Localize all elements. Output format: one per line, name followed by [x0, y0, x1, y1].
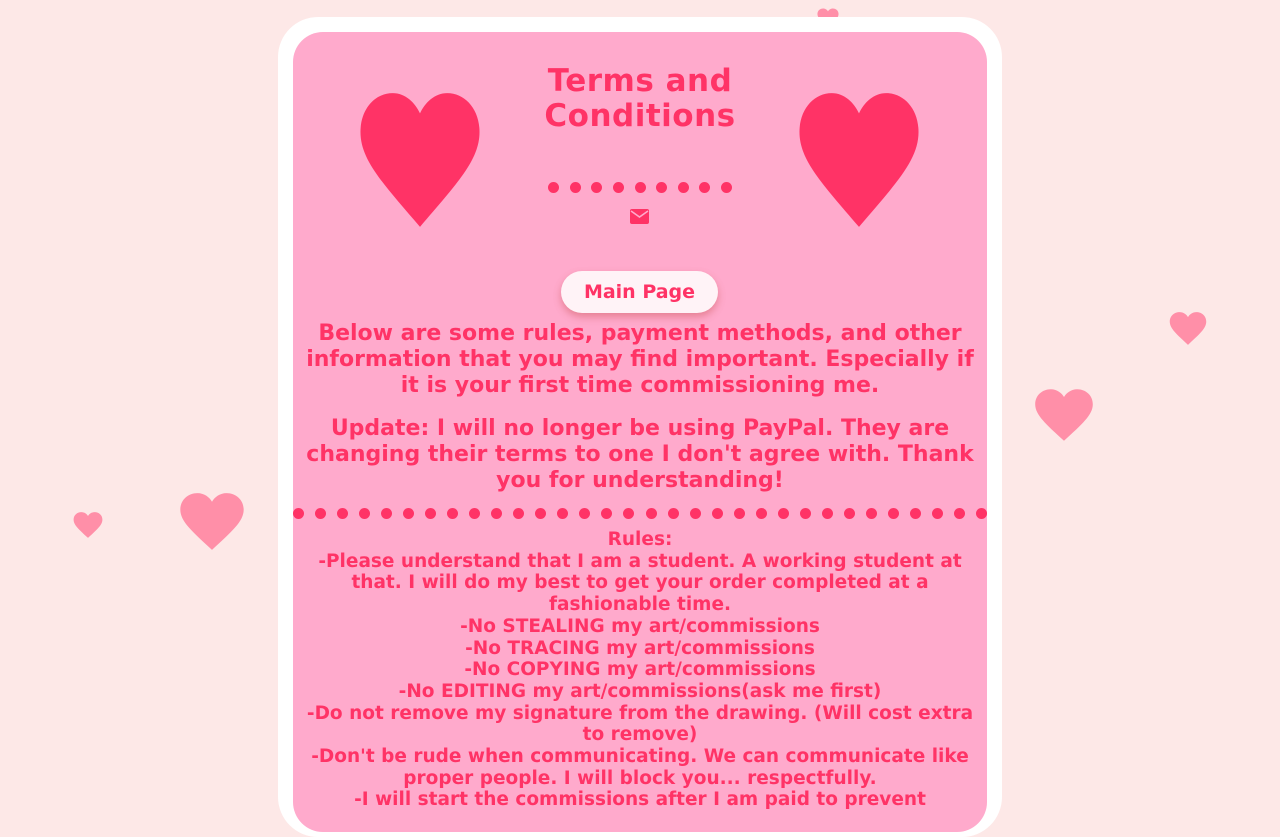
- rule-item: -Please understand that I am a student. A working student at that. I will do my best to get your order completed at a fashionable time.: [318, 550, 962, 616]
- divider-dot: [491, 508, 502, 519]
- section-dot-divider: [293, 508, 987, 519]
- divider-dot: [976, 508, 987, 519]
- divider-dot: [535, 508, 546, 519]
- divider-dot: [447, 508, 458, 519]
- update-notice: Update: I will no longer be using PayPal. They are changing their terms to one I don't agree with. Thank you for understanding!: [306, 416, 974, 493]
- divider-dot: [756, 508, 767, 519]
- rule-item: -No STEALING my art/commissions: [460, 615, 820, 637]
- divider-dot: [579, 508, 590, 519]
- floating-heart-icon: [1169, 311, 1207, 346]
- divider-dot: [381, 508, 392, 519]
- divider-dot: [822, 508, 833, 519]
- floating-heart-icon: [179, 491, 245, 552]
- page-title: Terms and Conditions: [544, 63, 736, 134]
- divider-dot: [888, 508, 899, 519]
- content-card: [293, 32, 987, 832]
- heart-icon: [358, 90, 482, 230]
- divider-dot: [646, 508, 657, 519]
- rule-item: -No COPYING my art/commissions: [464, 659, 816, 681]
- divider-dot: [557, 508, 568, 519]
- divider-dot: [800, 508, 811, 519]
- divider-dot: [690, 508, 701, 519]
- divider-dot: [337, 508, 348, 519]
- rules-section: [295, 529, 985, 811]
- divider-dot: [844, 508, 855, 519]
- divider-dot: [866, 508, 877, 519]
- divider-dot: [712, 508, 723, 519]
- divider-dot: [513, 508, 524, 519]
- divider-dot: [425, 508, 436, 519]
- divider-dot: [954, 508, 965, 519]
- divider-dot: [315, 508, 326, 519]
- divider-dot: [910, 508, 921, 519]
- main-page-button[interactable]: Main Page: [561, 271, 718, 313]
- divider-dot: [469, 508, 480, 519]
- rule-item: -Don't be rude when communicating. We can communicate like proper people. I will block you... respectfully.: [311, 746, 969, 789]
- rule-item: -No TRACING my art/commissions: [465, 637, 815, 659]
- rule-item: -No EDITING my art/commissions(ask me first): [398, 680, 882, 702]
- heart-icon: [797, 90, 921, 230]
- divider-dot: [623, 508, 634, 519]
- divider-dot: [293, 508, 304, 519]
- divider-dot: [734, 508, 745, 519]
- rule-item: -I will start the commissions after I am paid to prevent: [354, 789, 926, 811]
- title-dot-divider: [548, 182, 732, 193]
- divider-dot: [403, 508, 414, 519]
- floating-heart-icon: [1034, 388, 1094, 442]
- floating-heart-icon: [73, 511, 103, 539]
- divider-dot: [932, 508, 943, 519]
- divider-dot: [359, 508, 370, 519]
- envelope-icon[interactable]: [630, 209, 649, 224]
- divider-dot: [668, 508, 679, 519]
- rule-item: -Do not remove my signature from the drawing. (Will cost extra to remove): [306, 702, 974, 746]
- divider-dot: [778, 508, 789, 519]
- intro-text: Below are some rules, payment methods, and other information that you may find important. Especially if it is your first time commissioning me.: [306, 321, 974, 398]
- divider-dot: [601, 508, 612, 519]
- rules-heading: Rules:: [607, 529, 673, 550]
